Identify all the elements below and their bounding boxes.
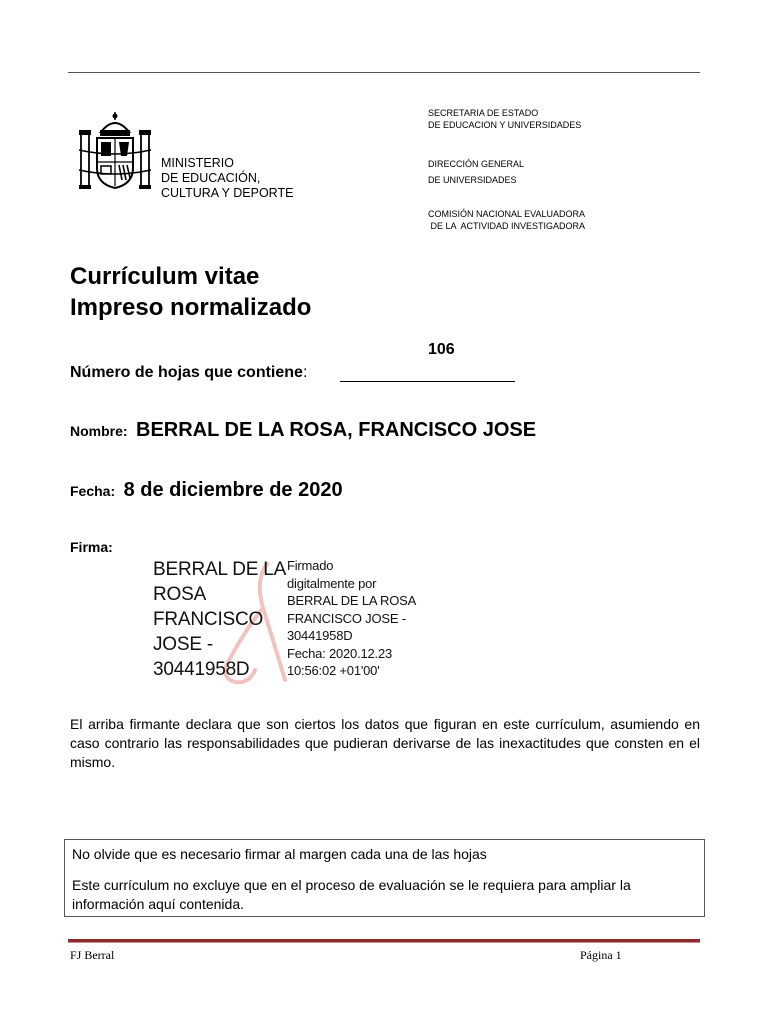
signature-detail-line: BERRAL DE LA ROSA [287, 593, 417, 608]
signature-label: Firma: [70, 539, 113, 555]
signature-detail-line: digitalmente por [287, 575, 377, 591]
name-row [70, 419, 536, 442]
pages-label-text: Número de hojas que contiene [70, 364, 303, 381]
signature-details [287, 557, 416, 680]
declaration-text: El arriba firmante declara que son ciertos los datos que figuran en este currículum, asumiendo en caso contrario las responsabilidades que pudieran derivarse de las inexactitudes que consten en el mismo. [70, 716, 700, 770]
notice-line-2: Este currículum no excluye que en el proceso de evaluación se le requiera para ampliar la información aquí contenida. [72, 877, 631, 912]
ministry-line: MINISTERIO [161, 156, 234, 170]
date-label: Fecha: [70, 483, 116, 499]
date-value: 8 de diciembre de 2020 [123, 479, 343, 501]
secretaria-block [428, 108, 581, 131]
signature-detail-line: Fecha: 2020.12.23 [287, 645, 393, 661]
signature-name-line: BERRAL DE LA [153, 559, 287, 580]
signature-name [153, 557, 286, 682]
page-number: Página 1 [580, 948, 622, 962]
direccion-block [428, 159, 524, 190]
comision-line: DE LA ACTIVIDAD INVESTIGADORA [428, 220, 586, 231]
date-row [70, 479, 343, 502]
document-title [70, 261, 311, 323]
pages-label-colon: : [302, 364, 308, 381]
direccion-line: DE UNIVERSIDADES [428, 174, 517, 185]
title-line-1: Currículum vitae [70, 263, 260, 290]
top-rule [68, 72, 700, 73]
signature-detail-line: 10:56:02 +01'00' [287, 663, 380, 678]
signature-name-line: ROSA [153, 584, 207, 605]
signature-detail-line: Firmado [287, 558, 334, 573]
signature-name-line: JOSE - [153, 634, 214, 655]
footer-author: FJ Berral [70, 948, 115, 962]
secretaria-line: SECRETARIA DE ESTADO [428, 108, 539, 118]
pages-label [70, 364, 307, 382]
footer-rule [68, 939, 700, 943]
comision-block [428, 209, 585, 232]
secretaria-line: DE EDUCACION Y UNIVERSIDADES [428, 119, 582, 130]
signature-detail-line: 30441958D [287, 628, 353, 643]
signature-name-line: FRANCISCO [153, 609, 264, 630]
name-value: BERRAL DE LA ROSA, FRANCISCO JOSE [136, 419, 537, 441]
comision-line: COMISIÓN NACIONAL EVALUADORA [428, 209, 586, 219]
ministry-name [161, 156, 293, 201]
signature-detail-line: FRANCISCO JOSE - [287, 610, 406, 626]
spanish-coat-of-arms-icon [75, 110, 155, 192]
ministry-line: DE EDUCACIÓN, [161, 171, 261, 185]
pages-underline [340, 381, 515, 382]
notice-box [64, 839, 705, 917]
notice-line-1: No olvide que es necesario firmar al margen cada una de las hojas [72, 846, 487, 862]
ministry-line: CULTURA Y DEPORTE [161, 186, 294, 200]
pages-value: 106 [428, 341, 455, 358]
title-line-2: Impreso normalizado [70, 294, 312, 321]
signature-name-line: 30441958D [153, 659, 250, 680]
name-label: Nombre: [70, 423, 128, 439]
direccion-line: DIRECCIÓN GENERAL [428, 159, 525, 169]
